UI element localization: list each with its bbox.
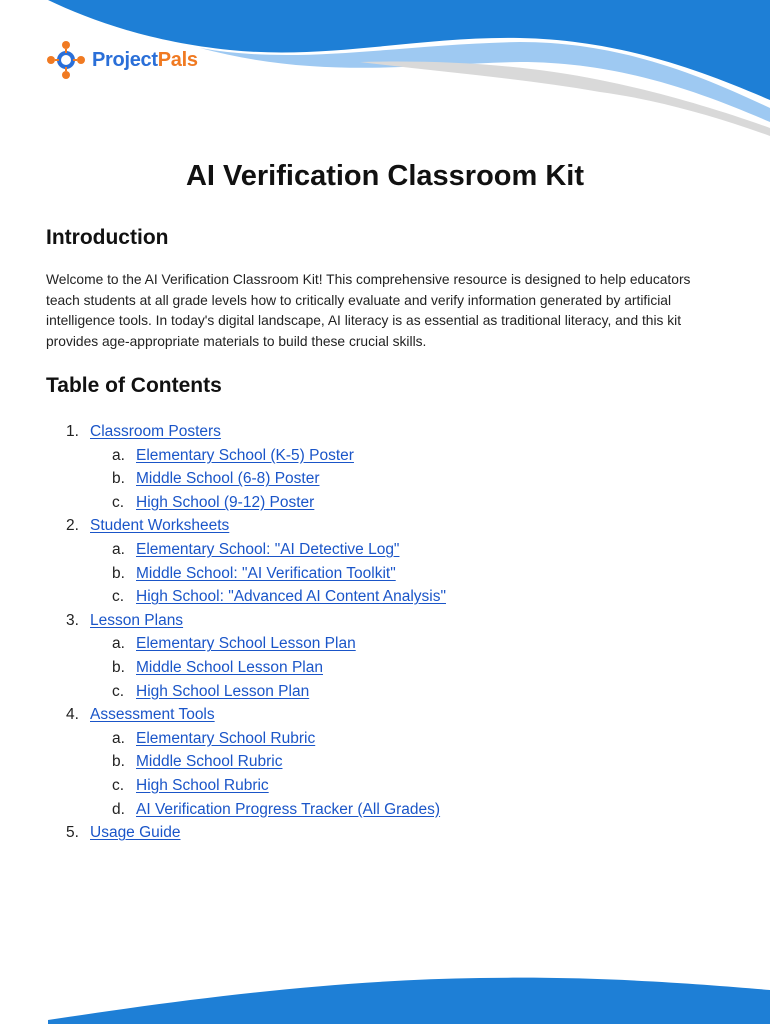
toc-number: 4. xyxy=(66,706,79,724)
toc-sublink[interactable]: High School (9-12) Poster xyxy=(136,493,315,511)
toc-subitem: b. Middle School (6-8) Poster xyxy=(46,467,726,491)
toc-sublink[interactable]: Middle School (6-8) Poster xyxy=(136,470,320,488)
toc-sublink[interactable]: Elementary School (K-5) Poster xyxy=(136,446,354,464)
toc-subitem: b. Middle School Lesson Plan xyxy=(46,656,726,680)
toc-sublink[interactable]: Middle School Lesson Plan xyxy=(136,658,323,676)
toc-section xyxy=(46,609,726,703)
toc-section xyxy=(46,514,726,608)
toc-row xyxy=(46,703,726,727)
introduction-heading: Introduction xyxy=(46,226,169,249)
page-title: AI Verification Classroom Kit xyxy=(185,160,585,192)
toc-sublink[interactable]: AI Verification Progress Tracker (All Grades) xyxy=(136,800,441,818)
toc-number: 5. xyxy=(66,824,79,842)
toc-number: 1. xyxy=(66,423,79,440)
footer-wave-decoration xyxy=(0,960,770,1024)
toc-sublink[interactable]: Middle School Rubric xyxy=(136,753,283,771)
toc-sublink[interactable]: High School Rubric xyxy=(136,776,269,794)
toc-link[interactable]: Assessment Tools xyxy=(90,706,215,724)
toc-section xyxy=(46,420,726,514)
toc-subitem: b. Middle School: "AI Verification Toolkit" xyxy=(46,562,726,586)
toc-subitem: c. High School Lesson Plan xyxy=(46,680,726,704)
toc-link[interactable]: Classroom Posters xyxy=(90,423,221,440)
table-of-contents xyxy=(46,420,726,845)
toc-number: 3. xyxy=(66,611,79,629)
toc-section xyxy=(46,703,726,821)
toc-link[interactable]: Student Worksheets xyxy=(90,517,230,535)
toc-sublink[interactable]: Elementary School Rubric xyxy=(136,729,316,747)
toc-row xyxy=(46,514,726,538)
toc-subitem: a. Elementary School (K-5) Poster xyxy=(46,444,726,468)
toc-sublink[interactable]: High School Lesson Plan xyxy=(136,682,310,700)
toc-section xyxy=(46,821,726,845)
toc-number: 2. xyxy=(66,517,79,535)
toc-subitem: c. High School (9-12) Poster xyxy=(46,491,726,515)
toc-link[interactable]: Usage Guide xyxy=(90,824,181,842)
toc-row xyxy=(46,420,726,444)
toc-sublist xyxy=(46,727,726,821)
introduction-body: Welcome to the AI Verification Classroom Kit! This comprehensive resource is designed to help educators teach students at all grade levels how to critically evaluate and verify information generated by artificial intelligence tools. In today's digital landscape, AI literacy is as essential as traditional literacy, and this kit provides age-appropriate materials to build these crucial skills. xyxy=(46,272,691,349)
toc-row xyxy=(46,821,726,845)
logo xyxy=(46,40,198,80)
projectpals-logo-icon xyxy=(46,40,86,80)
toc-subitem: b. Middle School Rubric xyxy=(46,750,726,774)
toc-heading: Table of Contents xyxy=(46,374,222,397)
toc-sublink[interactable]: Elementary School Lesson Plan xyxy=(136,635,356,653)
toc-subitem: a. Elementary School Lesson Plan xyxy=(46,632,726,656)
toc-sublist xyxy=(46,632,726,703)
toc-row xyxy=(46,609,726,633)
toc-link[interactable]: Lesson Plans xyxy=(90,611,184,629)
toc-sublink[interactable]: Middle School: "AI Verification Toolkit" xyxy=(136,564,396,582)
toc-sublink[interactable]: Elementary School: "AI Detective Log" xyxy=(136,540,400,558)
toc-subitem: c. High School Rubric xyxy=(46,774,726,798)
toc-subitem: a. Elementary School: "AI Detective Log" xyxy=(46,538,726,562)
toc-sublink[interactable]: High School: "Advanced AI Content Analysis" xyxy=(136,588,446,606)
toc-subitem: c. High School: "Advanced AI Content Analysis" xyxy=(46,585,726,609)
toc-sublist xyxy=(46,444,726,515)
toc-sublist xyxy=(46,538,726,609)
toc-subitem: a. Elementary School Rubric xyxy=(46,727,726,751)
brand-name: ProjectPals xyxy=(92,48,198,71)
toc-subitem: d. AI Verification Progress Tracker (All Grades) xyxy=(46,798,726,822)
